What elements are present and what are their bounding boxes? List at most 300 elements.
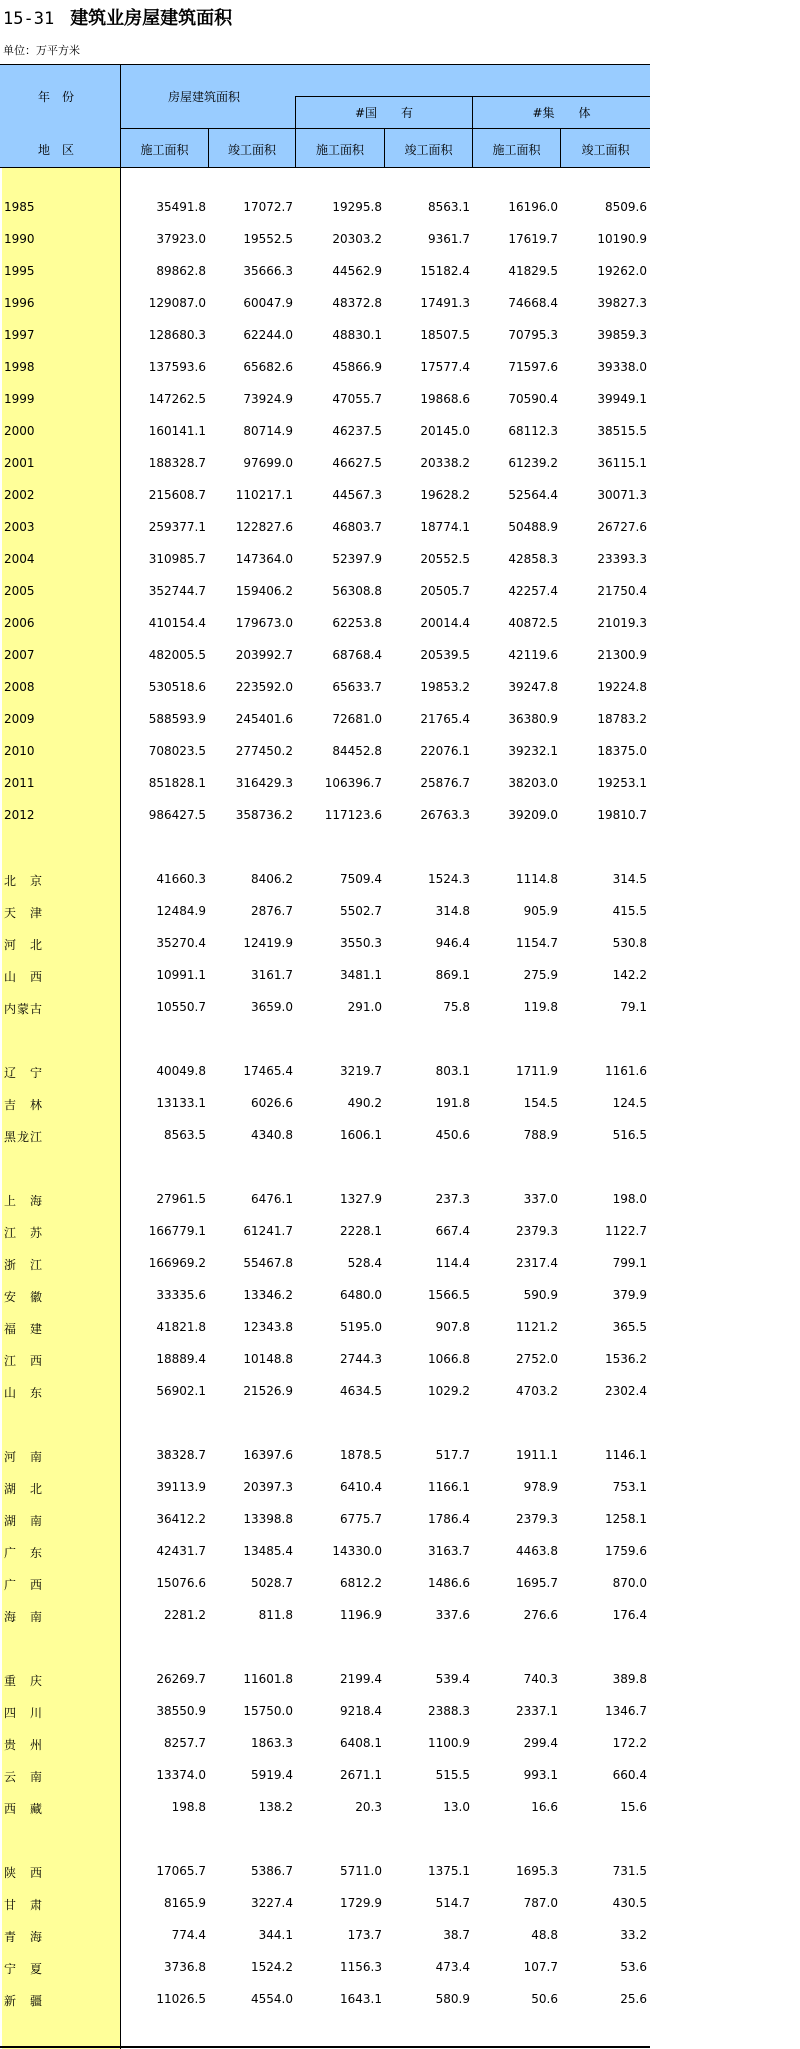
cell-value: 65682.6 [243, 360, 293, 374]
cell-value: 3219.7 [340, 1064, 382, 1078]
cell-value: 1878.5 [340, 1448, 382, 1462]
year-row [0, 544, 650, 576]
cell-value: 5028.7 [251, 1576, 293, 1590]
cell-value: 352744.7 [148, 584, 206, 598]
year-label: 2002 [4, 488, 35, 502]
cell-value: 22076.1 [420, 744, 470, 758]
header-year-label: 年 份 [38, 90, 75, 104]
cell-value: 1156.3 [340, 1960, 382, 1974]
cell-value: 159406.2 [235, 584, 293, 598]
cell-value: 3227.4 [251, 1896, 293, 1910]
cell-value: 20505.7 [420, 584, 470, 598]
cell-value: 5195.0 [340, 1320, 382, 1334]
cell-value: 142.2 [612, 968, 647, 982]
year-row [0, 256, 650, 288]
year-row [0, 384, 650, 416]
region-row [0, 992, 650, 1024]
cell-value: 588593.9 [148, 712, 206, 726]
cell-value: 13133.1 [156, 1096, 206, 1110]
cell-value: 33.2 [620, 1928, 647, 1942]
cell-value: 1729.9 [340, 1896, 382, 1910]
cell-value: 42858.3 [508, 552, 558, 566]
cell-value: 16.6 [531, 1800, 558, 1814]
region-row [0, 960, 650, 992]
region-row [0, 1952, 650, 1984]
cell-value: 137593.6 [148, 360, 206, 374]
cell-value: 39113.9 [156, 1480, 206, 1494]
region-row [0, 1920, 650, 1952]
column-header: 竣工面积 [581, 143, 630, 157]
cell-value: 72681.0 [332, 712, 382, 726]
cell-value: 114.4 [435, 1256, 470, 1270]
cell-value: 986427.5 [148, 808, 206, 822]
year-label: 2000 [4, 424, 35, 438]
cell-value: 1759.6 [605, 1544, 647, 1558]
region-name: 宁 夏 [4, 1962, 44, 1976]
cell-value: 11601.8 [243, 1672, 293, 1686]
cell-value: 129087.0 [148, 296, 206, 310]
cell-value: 1100.9 [428, 1736, 470, 1750]
cell-value: 42257.4 [508, 584, 558, 598]
region-name: 河 北 [4, 938, 44, 952]
cell-value: 430.5 [612, 1896, 647, 1910]
cell-value: 365.5 [612, 1320, 647, 1334]
cell-value: 788.9 [523, 1128, 558, 1142]
cell-value: 39247.8 [508, 680, 558, 694]
cell-value: 26269.7 [156, 1672, 206, 1686]
cell-value: 21765.4 [420, 712, 470, 726]
cell-value: 1524.2 [251, 1960, 293, 1974]
cell-value: 515.5 [435, 1768, 470, 1782]
cell-value: 1166.1 [428, 1480, 470, 1494]
cell-value: 708023.5 [148, 744, 206, 758]
cell-value: 8563.5 [164, 1128, 206, 1142]
cell-value: 20397.3 [243, 1480, 293, 1494]
cell-value: 20539.5 [420, 648, 470, 662]
cell-value: 7509.4 [340, 872, 382, 886]
cell-value: 4703.2 [516, 1384, 558, 1398]
cell-value: 245401.6 [235, 712, 293, 726]
cell-value: 15.6 [620, 1800, 647, 1814]
region-row [0, 1184, 650, 1216]
column-header: 施工面积 [315, 143, 364, 157]
year-label: 1996 [4, 296, 35, 310]
cell-value: 40049.8 [156, 1064, 206, 1078]
region-row [0, 1984, 650, 2016]
year-label: 1997 [4, 328, 35, 342]
cell-value: 18889.4 [156, 1352, 206, 1366]
cell-value: 2228.1 [340, 1224, 382, 1238]
cell-value: 275.9 [523, 968, 558, 982]
cell-value: 490.2 [347, 1096, 382, 1110]
cell-value: 147262.5 [148, 392, 206, 406]
cell-value: 1258.1 [605, 1512, 647, 1526]
cell-value: 37923.0 [156, 232, 206, 246]
year-row [0, 576, 650, 608]
region-name: 青 海 [4, 1930, 44, 1944]
region-name: 甘 肃 [4, 1898, 44, 1912]
cell-value: 9361.7 [428, 232, 470, 246]
region-row [0, 1888, 650, 1920]
year-row [0, 768, 650, 800]
cell-value: 1029.2 [428, 1384, 470, 1398]
cell-value: 41660.3 [156, 872, 206, 886]
cell-value: 740.3 [523, 1672, 558, 1686]
cell-value: 905.9 [523, 904, 558, 918]
cell-value: 314.5 [612, 872, 647, 886]
cell-value: 516.5 [612, 1128, 647, 1142]
region-row [0, 1312, 650, 1344]
region-row [0, 1536, 650, 1568]
cell-value: 2302.4 [605, 1384, 647, 1398]
cell-value: 6480.0 [340, 1288, 382, 1302]
region-row [0, 1248, 650, 1280]
cell-value: 4463.8 [516, 1544, 558, 1558]
cell-value: 15750.0 [243, 1704, 293, 1718]
region-row [0, 1696, 650, 1728]
cell-value: 5386.7 [251, 1864, 293, 1878]
cell-value: 1911.1 [516, 1448, 558, 1462]
cell-value: 389.8 [612, 1672, 647, 1686]
cell-value: 40872.5 [508, 616, 558, 630]
cell-value: 60047.9 [243, 296, 293, 310]
cell-value: 68768.4 [332, 648, 382, 662]
cell-value: 15076.6 [156, 1576, 206, 1590]
table-bottom-line [0, 2046, 650, 2048]
cell-value: 36412.2 [156, 1512, 206, 1526]
year-label: 1995 [4, 264, 35, 278]
cell-value: 1327.9 [340, 1192, 382, 1206]
cell-value: 166969.2 [148, 1256, 206, 1270]
cell-value: 21300.9 [597, 648, 647, 662]
cell-value: 179673.0 [235, 616, 293, 630]
cell-value: 46803.7 [332, 520, 382, 534]
cell-value: 23393.3 [597, 552, 647, 566]
cell-value: 46237.5 [332, 424, 382, 438]
year-label: 2003 [4, 520, 35, 534]
year-label: 2012 [4, 808, 35, 822]
cell-value: 3736.8 [164, 1960, 206, 1974]
region-row [0, 1760, 650, 1792]
cell-value: 20014.4 [420, 616, 470, 630]
cell-value: 1122.7 [605, 1224, 647, 1238]
cell-value: 1375.1 [428, 1864, 470, 1878]
region-name: 山 西 [4, 970, 44, 984]
cell-value: 2671.1 [340, 1768, 382, 1782]
cell-value: 528.4 [347, 1256, 382, 1270]
cell-value: 4340.8 [251, 1128, 293, 1142]
region-row [0, 1600, 650, 1632]
cell-value: 6476.1 [251, 1192, 293, 1206]
cell-value: 803.1 [435, 1064, 470, 1078]
year-row [0, 224, 650, 256]
region-name: 吉 林 [4, 1098, 44, 1112]
region-row [0, 1472, 650, 1504]
cell-value: 1161.6 [605, 1064, 647, 1078]
cell-value: 62253.8 [332, 616, 382, 630]
cell-value: 21750.4 [597, 584, 647, 598]
cell-value: 39859.3 [597, 328, 647, 342]
cell-value: 50488.9 [508, 520, 558, 534]
cell-value: 482005.5 [148, 648, 206, 662]
cell-value: 19552.5 [243, 232, 293, 246]
cell-value: 17465.4 [243, 1064, 293, 1078]
cell-value: 8165.9 [164, 1896, 206, 1910]
cell-value: 1536.2 [605, 1352, 647, 1366]
cell-value: 12419.9 [243, 936, 293, 950]
cell-value: 73924.9 [243, 392, 293, 406]
cell-value: 89862.8 [156, 264, 206, 278]
cell-value: 450.6 [435, 1128, 470, 1142]
cell-value: 2337.1 [516, 1704, 558, 1718]
cell-value: 39338.0 [597, 360, 647, 374]
header-top-line [0, 64, 650, 65]
cell-value: 3481.1 [340, 968, 382, 982]
cell-value: 2876.7 [251, 904, 293, 918]
region-name: 广 西 [4, 1578, 44, 1592]
region-row [0, 1120, 650, 1152]
table-title: 建筑业房屋建筑面积 [70, 8, 233, 29]
cell-value: 5711.0 [340, 1864, 382, 1878]
cell-value: 14330.0 [332, 1544, 382, 1558]
cell-value: 45866.9 [332, 360, 382, 374]
cell-value: 10550.7 [156, 1000, 206, 1014]
cell-value: 147364.0 [235, 552, 293, 566]
cell-value: 410154.4 [148, 616, 206, 630]
cell-value: 55467.8 [243, 1256, 293, 1270]
cell-value: 1643.1 [340, 1992, 382, 2006]
cell-value: 42119.6 [508, 648, 558, 662]
cell-value: 21526.9 [243, 1384, 293, 1398]
cell-value: 6026.6 [251, 1096, 293, 1110]
region-name: 安 徽 [4, 1290, 44, 1304]
cell-value: 18783.2 [597, 712, 647, 726]
cell-value: 13485.4 [243, 1544, 293, 1558]
cell-value: 39827.3 [597, 296, 647, 310]
cell-value: 70590.4 [508, 392, 558, 406]
cell-value: 15182.4 [420, 264, 470, 278]
cell-value: 358736.2 [235, 808, 293, 822]
cell-value: 36115.1 [597, 456, 647, 470]
cell-value: 16397.6 [243, 1448, 293, 1462]
table-number: 15-31 [3, 9, 55, 29]
year-row [0, 672, 650, 704]
cell-value: 198.8 [171, 1800, 206, 1814]
cell-value: 1121.2 [516, 1320, 558, 1334]
region-row [0, 1056, 650, 1088]
cell-value: 530518.6 [148, 680, 206, 694]
cell-value: 1196.9 [340, 1608, 382, 1622]
page-title [3, 4, 232, 30]
cell-value: 17619.7 [508, 232, 558, 246]
region-row [0, 1216, 650, 1248]
cell-value: 124.5 [612, 1096, 647, 1110]
cell-value: 17072.7 [243, 200, 293, 214]
cell-value: 74668.4 [508, 296, 558, 310]
cell-value: 291.0 [347, 1000, 382, 1014]
cell-value: 19868.6 [420, 392, 470, 406]
cell-value: 514.7 [435, 1896, 470, 1910]
year-row [0, 800, 650, 832]
cell-value: 907.8 [435, 1320, 470, 1334]
region-name: 天 津 [4, 906, 44, 920]
region-name: 重 庆 [4, 1674, 44, 1688]
year-row [0, 288, 650, 320]
cell-value: 70795.3 [508, 328, 558, 342]
cell-value: 539.4 [435, 1672, 470, 1686]
year-row [0, 352, 650, 384]
cell-value: 41829.5 [508, 264, 558, 278]
cell-value: 1146.1 [605, 1448, 647, 1462]
region-name: 上 海 [4, 1194, 44, 1208]
cell-value: 18375.0 [597, 744, 647, 758]
year-label: 2006 [4, 616, 35, 630]
cell-value: 590.9 [523, 1288, 558, 1302]
cell-value: 38.7 [443, 1928, 470, 1942]
cell-value: 314.8 [435, 904, 470, 918]
cell-value: 1486.6 [428, 1576, 470, 1590]
header-bottom-line [0, 167, 650, 168]
cell-value: 17065.7 [156, 1864, 206, 1878]
region-row [0, 1280, 650, 1312]
cell-value: 188328.7 [148, 456, 206, 470]
cell-value: 1114.8 [516, 872, 558, 886]
column-header: 施工面积 [492, 143, 541, 157]
region-name: 北 京 [4, 874, 44, 888]
header-region-label: 地 区 [38, 143, 75, 157]
cell-value: 173.7 [347, 1928, 382, 1942]
cell-value: 379.9 [612, 1288, 647, 1302]
cell-value: 11026.5 [156, 1992, 206, 2006]
region-name: 陕 西 [4, 1866, 44, 1880]
cell-value: 39232.1 [508, 744, 558, 758]
cell-value: 299.4 [523, 1736, 558, 1750]
cell-value: 1154.7 [516, 936, 558, 950]
region-name: 辽 宁 [4, 1066, 44, 1080]
region-row [0, 1344, 650, 1376]
cell-value: 1786.4 [428, 1512, 470, 1526]
year-row [0, 640, 650, 672]
cell-value: 8563.1 [428, 200, 470, 214]
header-sub-line [120, 128, 650, 129]
cell-value: 42431.7 [156, 1544, 206, 1558]
cell-value: 110217.1 [235, 488, 293, 502]
cell-value: 517.7 [435, 1448, 470, 1462]
cell-value: 18507.5 [420, 328, 470, 342]
cell-value: 13398.8 [243, 1512, 293, 1526]
cell-value: 5919.4 [251, 1768, 293, 1782]
cell-value: 1695.3 [516, 1864, 558, 1878]
cell-value: 5502.7 [340, 904, 382, 918]
cell-value: 19853.2 [420, 680, 470, 694]
cell-value: 2388.3 [428, 1704, 470, 1718]
cell-value: 316429.3 [235, 776, 293, 790]
cell-value: 6812.2 [340, 1576, 382, 1590]
cell-value: 41821.8 [156, 1320, 206, 1334]
cell-value: 38515.5 [597, 424, 647, 438]
header-collective-group: #集 体 [532, 106, 591, 120]
cell-value: 19810.7 [597, 808, 647, 822]
cell-value: 2744.3 [340, 1352, 382, 1366]
cell-value: 4554.0 [251, 1992, 293, 2006]
cell-value: 117123.6 [324, 808, 382, 822]
cell-value: 39949.1 [597, 392, 647, 406]
cell-value: 19262.0 [597, 264, 647, 278]
cell-value: 1711.9 [516, 1064, 558, 1078]
cell-value: 16196.0 [508, 200, 558, 214]
header-state-group: #国 有 [354, 106, 414, 120]
year-label: 2005 [4, 584, 35, 598]
cell-value: 799.1 [612, 1256, 647, 1270]
cell-value: 38328.7 [156, 1448, 206, 1462]
region-name: 海 南 [4, 1610, 44, 1624]
cell-value: 119.8 [523, 1000, 558, 1014]
cell-value: 2379.3 [516, 1512, 558, 1526]
cell-value: 6775.7 [340, 1512, 382, 1526]
year-label: 2010 [4, 744, 35, 758]
year-row [0, 416, 650, 448]
region-name: 山 东 [4, 1386, 44, 1400]
region-name: 内蒙古 [4, 1002, 44, 1016]
cell-value: 811.8 [258, 1608, 293, 1622]
cell-value: 3550.3 [340, 936, 382, 950]
cell-value: 80714.9 [243, 424, 293, 438]
region-row [0, 928, 650, 960]
cell-value: 18774.1 [420, 520, 470, 534]
region-name: 贵 州 [4, 1738, 44, 1752]
cell-value: 61241.7 [243, 1224, 293, 1238]
cell-value: 530.8 [612, 936, 647, 950]
cell-value: 62244.0 [243, 328, 293, 342]
cell-value: 8509.6 [605, 200, 647, 214]
cell-value: 17577.4 [420, 360, 470, 374]
cell-value: 13346.2 [243, 1288, 293, 1302]
cell-value: 473.4 [435, 1960, 470, 1974]
region-row [0, 1376, 650, 1408]
year-label: 1999 [4, 392, 35, 406]
cell-value: 53.6 [620, 1960, 647, 1974]
cell-value: 1524.3 [428, 872, 470, 886]
column-header: 施工面积 [140, 143, 189, 157]
year-label: 2004 [4, 552, 35, 566]
cell-value: 25.6 [620, 1992, 647, 2006]
cell-value: 2379.3 [516, 1224, 558, 1238]
region-row [0, 864, 650, 896]
cell-value: 259377.1 [148, 520, 206, 534]
cell-value: 56902.1 [156, 1384, 206, 1398]
region-row [0, 1664, 650, 1696]
cell-value: 79.1 [620, 1000, 647, 1014]
cell-value: 660.4 [612, 1768, 647, 1782]
region-row [0, 1440, 650, 1472]
cell-value: 337.0 [523, 1192, 558, 1206]
cell-value: 48.8 [531, 1928, 558, 1942]
cell-value: 128680.3 [148, 328, 206, 342]
region-name: 浙 江 [4, 1258, 44, 1272]
cell-value: 869.1 [435, 968, 470, 982]
cell-value: 122827.6 [235, 520, 293, 534]
region-row [0, 1568, 650, 1600]
cell-value: 46627.5 [332, 456, 382, 470]
cell-value: 154.5 [523, 1096, 558, 1110]
cell-value: 1863.3 [251, 1736, 293, 1750]
region-row [0, 1856, 650, 1888]
cell-value: 9218.4 [340, 1704, 382, 1718]
year-row [0, 736, 650, 768]
cell-value: 20.3 [355, 1800, 382, 1814]
cell-value: 19224.8 [597, 680, 647, 694]
cell-value: 36380.9 [508, 712, 558, 726]
